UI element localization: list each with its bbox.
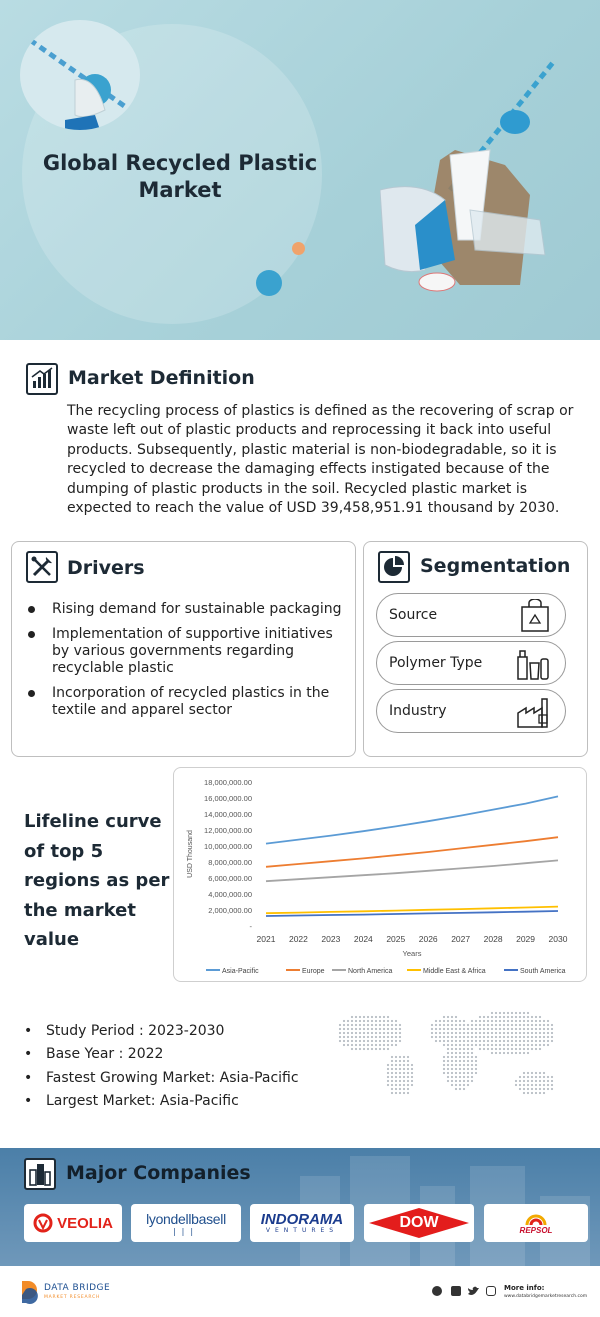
- lifeline-caption: Lifeline curve of top 5 regions as per the market value: [24, 811, 170, 950]
- driver-item: Incorporation of recycled plastics in the textile and apparel sector: [28, 685, 348, 719]
- hero-image-bottle: [20, 20, 140, 130]
- segment-label: Polymer Type: [389, 655, 483, 671]
- brand-subtitle: MARKET RESEARCH: [44, 1295, 101, 1300]
- decor-dot-blue: [256, 270, 282, 296]
- y-tick-label: 18,000,000.00: [204, 778, 252, 787]
- logo-text: lyondellbasell: [146, 1210, 226, 1227]
- more-info-label: More info:: [504, 1284, 545, 1292]
- logo-indorama: [250, 1204, 354, 1242]
- footer: [0, 1266, 600, 1317]
- segmentation-heading: Segmentation: [420, 555, 571, 577]
- segment-label: Source: [389, 607, 438, 623]
- logo-lyondellbasell: [131, 1204, 241, 1242]
- y-tick-label: 14,000,000.00: [204, 810, 252, 819]
- recycle-bag-icon: [519, 599, 551, 633]
- x-tick-label: 2024: [353, 934, 373, 944]
- facebook-icon[interactable]: [451, 1286, 461, 1296]
- x-tick-label: 2022: [288, 934, 308, 944]
- legend-label: Middle East & Africa: [423, 968, 486, 975]
- market-definition-heading: Market Definition: [68, 367, 255, 389]
- y-tick-label: 2,000,000.00: [208, 906, 252, 915]
- logo-bars: |||: [172, 1226, 200, 1236]
- driver-item: Rising demand for sustainable packaging: [28, 601, 348, 618]
- decor-dot-orange: [292, 242, 305, 255]
- tools-icon: [26, 551, 58, 583]
- logo-veolia: [24, 1204, 122, 1242]
- buildings-icon: [24, 1158, 56, 1190]
- fact-fastest-growing: • Fastest Growing Market: Asia-Pacific: [24, 1067, 299, 1090]
- fact-study-period: • Study Period : 2023-2030: [24, 1020, 299, 1043]
- x-tick-label: 2025: [386, 934, 406, 944]
- x-axis-title: Years: [402, 949, 422, 958]
- chart-card: [173, 767, 587, 982]
- logo-text: INDORAMA: [260, 1211, 344, 1228]
- legend-label: Asia-Pacific: [222, 968, 259, 975]
- hero-image-plastic-waste: [380, 50, 570, 300]
- companies-heading: Major Companies: [66, 1162, 251, 1184]
- fact-largest-market: • Largest Market: Asia-Pacific: [24, 1090, 299, 1113]
- data-bridge-logo-icon: [20, 1279, 40, 1305]
- y-tick-label: 6,000,000.00: [208, 874, 252, 883]
- x-tick-label: 2023: [321, 934, 341, 944]
- drivers-heading: Drivers: [67, 557, 145, 579]
- whatsapp-icon[interactable]: [432, 1286, 442, 1296]
- y-tick-label: 12,000,000.00: [204, 826, 252, 835]
- logo-text: REPSOL: [519, 1225, 553, 1235]
- legend-label: South America: [520, 968, 566, 975]
- factory-icon: [515, 695, 551, 729]
- segment-industry[interactable]: [376, 689, 566, 733]
- segment-label: Industry: [389, 703, 447, 719]
- logo-text: DOW: [399, 1214, 439, 1231]
- page-title: Global Recycled Plastic Market: [42, 151, 318, 202]
- x-tick-label: 2026: [418, 934, 438, 944]
- line-chart: [174, 768, 588, 983]
- series-line-europe: [266, 837, 558, 867]
- logo-text: VEOLIA: [57, 1214, 113, 1232]
- website-link[interactable]: www.databridgemarketresearch.com: [504, 1294, 588, 1299]
- driver-item: Implementation of supportive initiatives by various governments regarding recyclable plastic: [28, 626, 348, 677]
- fact-base-year: • Base Year : 2022: [24, 1043, 299, 1066]
- y-tick-label: 10,000,000.00: [204, 842, 252, 851]
- x-tick-label: 2021: [256, 934, 276, 944]
- pie-chart-icon: [378, 551, 410, 583]
- series-line-asia-pacific: [266, 796, 558, 843]
- instagram-icon[interactable]: [486, 1286, 496, 1296]
- hero-banner: [0, 0, 600, 340]
- market-definition-icon: [26, 363, 58, 395]
- y-axis-title: USD Thousand: [187, 830, 194, 878]
- segment-source[interactable]: [376, 593, 566, 637]
- facts-list: [24, 1020, 299, 1113]
- market-definition-text: The recycling process of plastics is defined as the recovering of scrap or waste left out of plastic products and reprocessing it back into useful products. Subsequently, plastic material is non-biodegradable, so it is recycled to decrease the damaging effects instigated because of the dumping of plastic products in the soil. Recycled plastic market is expected to reach the value of USD 39,458,951.91 thousand by 2030.: [67, 403, 574, 517]
- x-tick-label: 2027: [451, 934, 471, 944]
- world-map-graphic: [330, 1003, 578, 1115]
- brand-name: DATA BRIDGE: [44, 1283, 111, 1293]
- x-tick-label: 2029: [516, 934, 536, 944]
- legend-label: Europe: [302, 968, 325, 975]
- y-tick-label: 8,000,000.00: [208, 858, 252, 867]
- logo-dow: [364, 1204, 474, 1242]
- segment-polymer-type[interactable]: [376, 641, 566, 685]
- y-tick-label: -: [249, 922, 252, 931]
- y-tick-label: 16,000,000.00: [204, 794, 252, 803]
- legend-label: North America: [348, 968, 393, 975]
- bottles-icon: [515, 647, 551, 681]
- x-tick-label: 2028: [483, 934, 503, 944]
- y-tick-label: 4,000,000.00: [208, 890, 252, 899]
- logo-repsol: [484, 1204, 588, 1242]
- x-tick-label: 2030: [548, 934, 568, 944]
- twitter-icon[interactable]: [468, 1286, 479, 1296]
- logo-subtext: VENTURES: [265, 1227, 339, 1234]
- drivers-list: [28, 601, 348, 727]
